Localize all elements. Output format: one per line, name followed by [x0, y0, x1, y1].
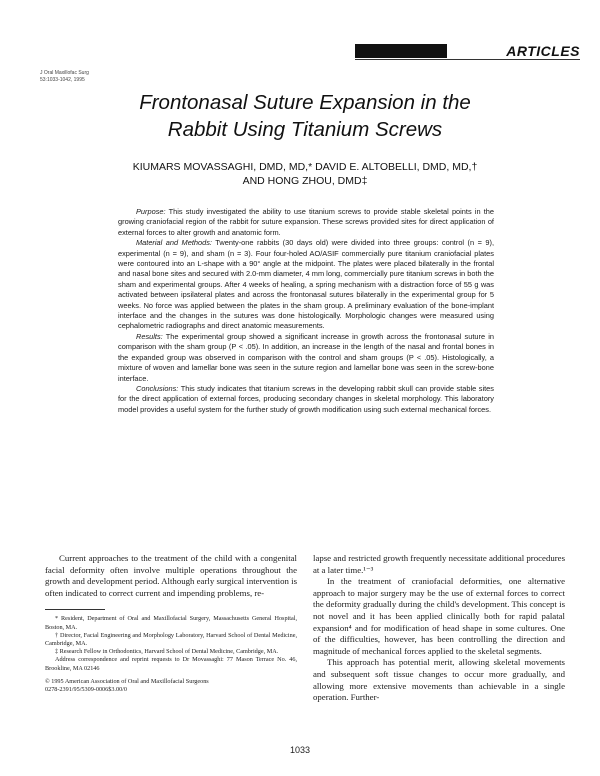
journal-header-bar [355, 44, 580, 58]
abstract-conclusions-text: This study indicates that titanium screws in the developing rabbit skull can provide stable sites for the direct application of external forces, producing secondary changes in skeletal morphology. This laboratory model provides a useful system for the further study of growth modification using such external mechanical forces. [118, 383, 494, 414]
abstract-methods [118, 238, 494, 332]
section-label: ARTICLES [506, 43, 580, 59]
body-column-left [45, 553, 297, 694]
body-paragraph-treatment: In the treatment of craniofacial deformities, one alternative approach to major surgery may be the use of external forces to correct the deformity gradually during the child's development. This concept is not novel and it has been applied clinically both for rapid palatal expansion⁴ and for modification of head shape in some cultures. One of the difficulties, however, has been controlling the direction and magnitude of mechanical forces applied to the skeletal segments. [313, 576, 565, 656]
title-line-1: Frontonasal Suture Expansion in the [139, 91, 471, 114]
copyright-notice [45, 678, 297, 694]
abstract [118, 207, 494, 415]
body-paragraph-intro: Current approaches to the treatment of the child with a congenital facial deformity often involve multiple operations throughout the growth and development period. Although early surgical intervention is often indicated to correct current and impending problems, re- [45, 553, 297, 598]
body-column-right [313, 553, 565, 704]
issn-line: 0278-2391/95/5309-0006$3.00/0 [45, 686, 127, 693]
abstract-methods-heading: Material and Methods: [136, 238, 212, 248]
abstract-results-heading: Results: [136, 331, 163, 341]
author-line-1: KIUMARS MOVASSAGHI, DMD, MD,* DAVID E. ALTOBELLI, DMD, MD,† [132, 161, 478, 173]
footnote-author-2: † Director, Facial Engineering and Morphology Laboratory, Harvard School of Dental Medicine, Cambridge, MA. [45, 631, 297, 647]
footnote-author-3: ‡ Research Fellow in Orthodontics, Harvard School of Dental Medicine, Cambridge, MA. [55, 648, 279, 656]
abstract-purpose [118, 207, 494, 238]
title-line-2: Rabbit Using Titanium Screws [167, 118, 443, 141]
footnotes [45, 615, 297, 672]
footnote-rule [45, 609, 105, 610]
header-rule [355, 59, 580, 60]
journal-volume: 53:1033-1042, 1995 [40, 77, 85, 83]
body-paragraph-continued: lapse and restricted growth frequently necessitate additional procedures at a later time.¹⁻³ [313, 553, 565, 575]
body-paragraph-approach: This approach has potential merit, allowing skeletal movements and subsequent soft tissue changes to occur more gradually, and allowing more extensive movements than achievable in a single operation. Further- [313, 657, 565, 703]
abstract-results-text: The experimental group showed a significant increase in growth across the frontonasal suture in comparison with the sham group (P < .05). In addition, an increase in the length of the nasal and frontal bones in the expanded group was observed in comparison with the control and sham groups (P < .05). Histologically, a mixture of woven and lamellar bone was seen in the suture region and lamellar bone was seen in the screw-bone interface. [118, 331, 494, 383]
copyright-line: © 1995 American Association of Oral and Maxillofacial Surgeons [45, 677, 209, 685]
abstract-conclusions-heading: Conclusions: [136, 383, 179, 393]
header-black-block [355, 44, 447, 58]
journal-name: J Oral Maxillofac Surg [40, 70, 89, 76]
abstract-purpose-text: This study investigated the ability to use titanium screws to provide stable skeletal points in the growing craniofacial region of the rabbit for suture expansion. These screws provided sites for direct application of external forces to alter growth and anatomic form. [118, 207, 494, 237]
abstract-conclusions [118, 384, 494, 415]
abstract-results [118, 332, 494, 384]
article-title [40, 89, 570, 143]
author-list [40, 160, 570, 188]
page-number: 1033 [289, 745, 311, 755]
footnote-author-1: * Resident, Department of Oral and Maxillofacial Surgery, Massachusetts General Hospital, Boston, MA. [45, 615, 297, 631]
journal-reference [40, 70, 120, 84]
abstract-methods-text: Twenty-one rabbits (30 days old) were divided into three groups: control (n = 9), experimental (n = 9), and sham (n = 3). Four four-holed AO/ASIF commercially pure titanium craniofacial plates were contoured into an L-shape with a 90° angle at the midpoint. The plates were placed bilaterally in the frontal and nasal bone sites and secured with 2.0-mm diameter, 4 mm long, commercially pure titanium screws in both the sham and experimental groups. After 4 weeks of healing, a spring mechanism with a distraction force of 55 g was activated between ipsilateral plates and across the frontonasal sutures bilaterally in the experimental group for 5 weeks. No force was applied between the plates in the sham group. A preliminary evaluation of the bone-implant interface and the changes in the sutures was done histologically. Morphologic changes were measured using cephalometric radiographs and direct anatomic measurements. [118, 238, 494, 331]
abstract-purpose-heading: Purpose: [136, 207, 166, 216]
author-line-2: AND HONG ZHOU, DMD‡ [242, 175, 368, 187]
footnote-correspondence: Address correspondence and reprint requests to Dr Movassaghi: 77 Mason Terrace No. 46, Brookline, MA 02146 [45, 656, 297, 672]
